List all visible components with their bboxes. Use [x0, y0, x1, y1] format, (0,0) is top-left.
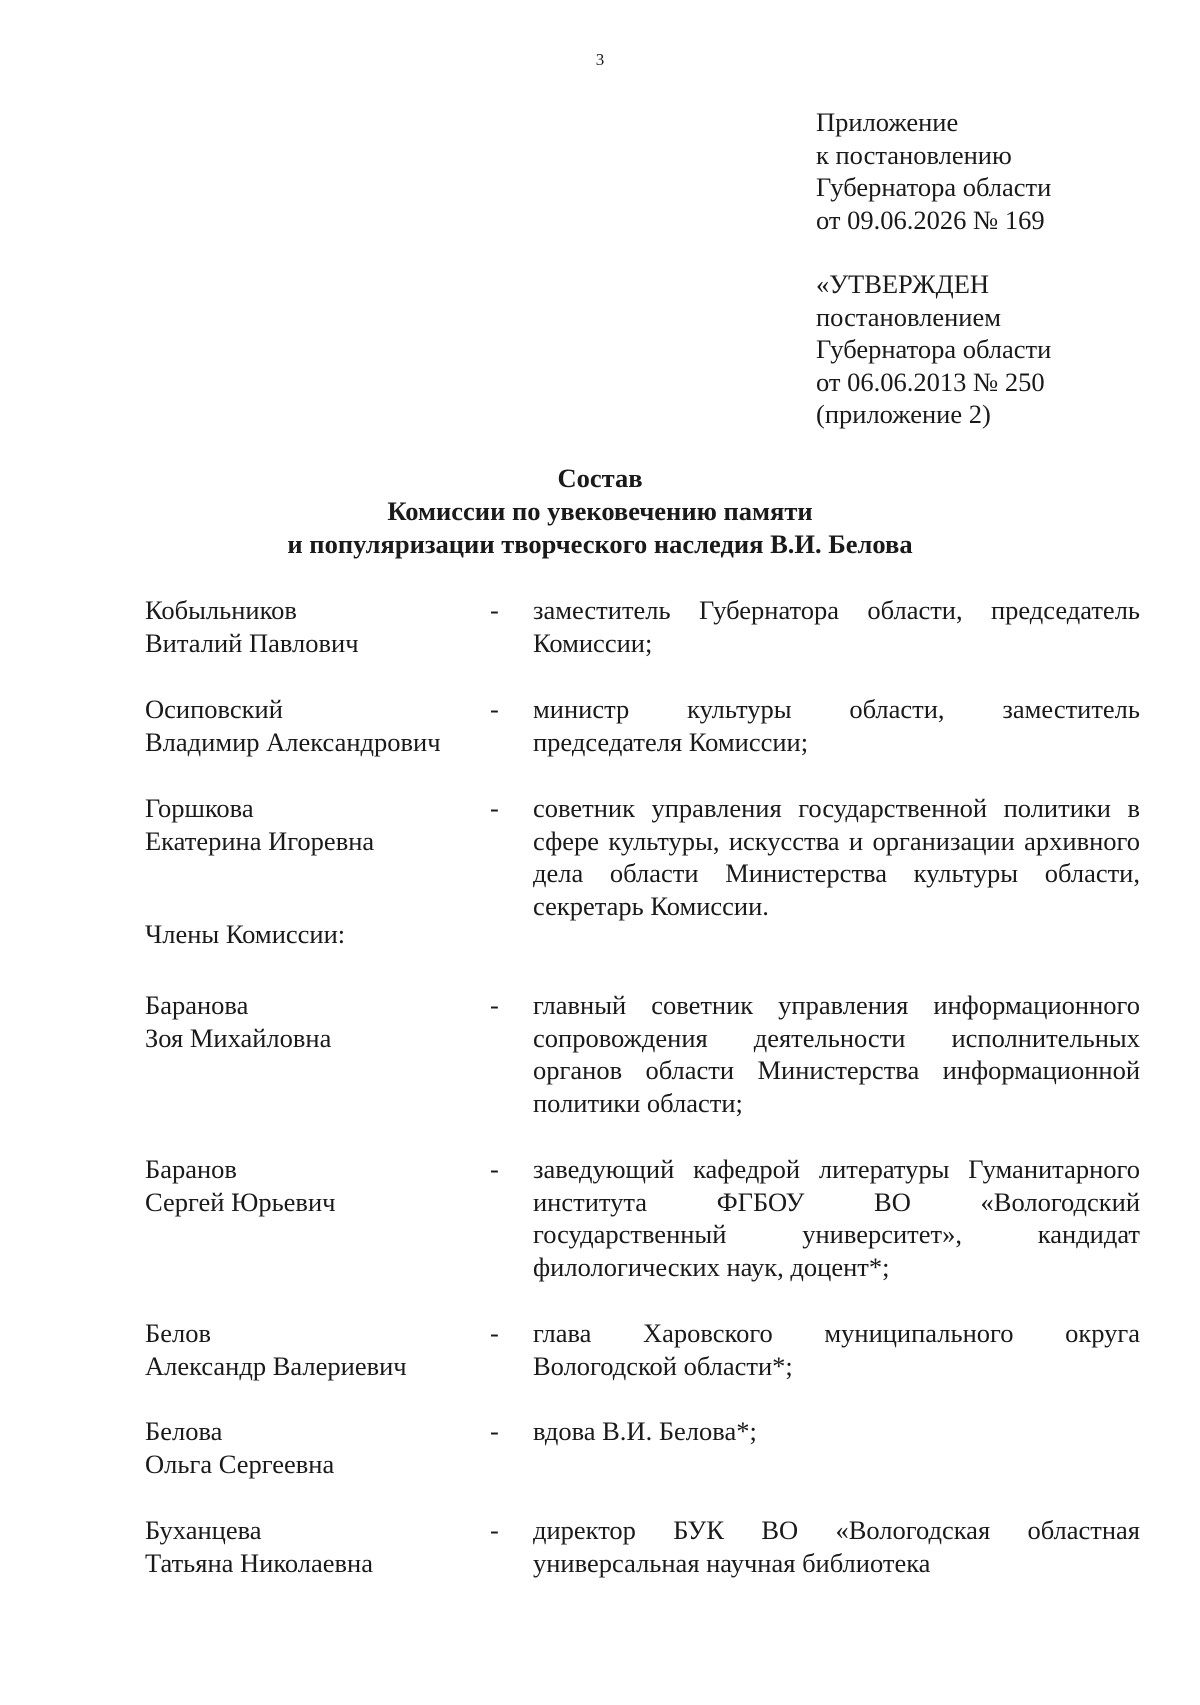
member-surname: Осиповский: [145, 694, 283, 724]
approval-line: (приложение 2): [816, 399, 991, 429]
member-surname: Баранова: [145, 990, 249, 1020]
title-line: Состав: [557, 463, 643, 493]
member-surname: Баранов: [145, 1154, 237, 1184]
member-surname: Буханцева: [145, 1515, 262, 1545]
annex-line: от 09.06.2026 № 169: [816, 204, 1045, 235]
member-role: главный советник управления информационного сопровождения деятельности исполнительных органов области Министерства информационной политики области;: [533, 990, 1140, 1118]
members-section-label: Члены Комиссии:: [145, 919, 346, 949]
annex-line: Губернатора области: [816, 172, 1052, 202]
annex-block: [816, 106, 1146, 236]
separator-dash: -: [490, 1318, 499, 1348]
member-role: министр культуры области, заместитель председателя Комиссии;: [533, 694, 1140, 757]
separator-dash: -: [490, 990, 499, 1020]
annex-line: Приложение: [816, 107, 959, 137]
member-given-name: Виталий Павлович: [145, 627, 359, 658]
member-surname: Белова: [145, 1416, 223, 1446]
separator-dash: -: [490, 1515, 499, 1545]
member-given-name: Владимир Александрович: [145, 726, 441, 757]
member-surname: Горшкова: [145, 793, 254, 823]
approval-line: постановлением: [816, 301, 1001, 332]
separator-dash: -: [490, 1154, 499, 1184]
member-name: [145, 1415, 485, 1480]
member-given-name: Ольга Сергеевна: [145, 1448, 335, 1479]
page-number: 3: [595, 50, 605, 69]
separator-dash: -: [490, 694, 499, 724]
member-surname: Кобыльников: [145, 595, 297, 625]
member-role: директор БУК ВО «Вологодская областная универсальная научная библиотека: [533, 1515, 1140, 1578]
member-name: [145, 989, 485, 1054]
approval-line: от 06.06.2013 № 250: [816, 366, 1045, 397]
member-given-name: Александр Валериевич: [145, 1350, 407, 1381]
member-given-name: Зоя Михайловна: [145, 1022, 332, 1053]
member-given-name: Сергей Юрьевич: [145, 1186, 336, 1217]
document-title: [0, 462, 1200, 561]
member-role: заместитель Губернатора области, председатель Комиссии;: [533, 595, 1140, 658]
title-line: Комиссии по увековечению памяти: [387, 496, 813, 526]
member-name: [145, 792, 485, 857]
member-role: заведующий кафедрой литературы Гуманитарного института ФГБОУ ВО «Вологодский государственный университет», кандидат филологических наук, доцент*;: [533, 1154, 1140, 1282]
member-role: вдова В.И. Белова*;: [533, 1416, 757, 1446]
member-name: [145, 693, 485, 758]
member-name: [145, 594, 485, 659]
separator-dash: -: [490, 595, 499, 625]
title-line: и популяризации творческого наследия В.И. Белова: [287, 529, 913, 559]
member-name: [145, 1317, 485, 1382]
approval-line: «УТВЕРЖДЕН: [816, 269, 990, 299]
approval-stamp-block: [816, 268, 1146, 431]
member-role: глава Харовского муниципального округа Вологодской области*;: [533, 1318, 1140, 1381]
member-given-name: Татьяна Николаевна: [145, 1547, 373, 1578]
member-name: [145, 1514, 485, 1579]
member-name: [145, 1153, 485, 1218]
separator-dash: -: [490, 1416, 499, 1446]
separator-dash: -: [490, 793, 499, 823]
member-surname: Белов: [145, 1318, 211, 1348]
annex-line: к постановлению: [816, 139, 1012, 170]
member-role: советник управления государственной политики в сфере культуры, искусства и организации архивного дела области Министерства культуры области, секретарь Комиссии.: [533, 793, 1140, 921]
approval-line: Губернатора области: [816, 334, 1052, 364]
member-given-name: Екатерина Игоревна: [145, 825, 375, 856]
